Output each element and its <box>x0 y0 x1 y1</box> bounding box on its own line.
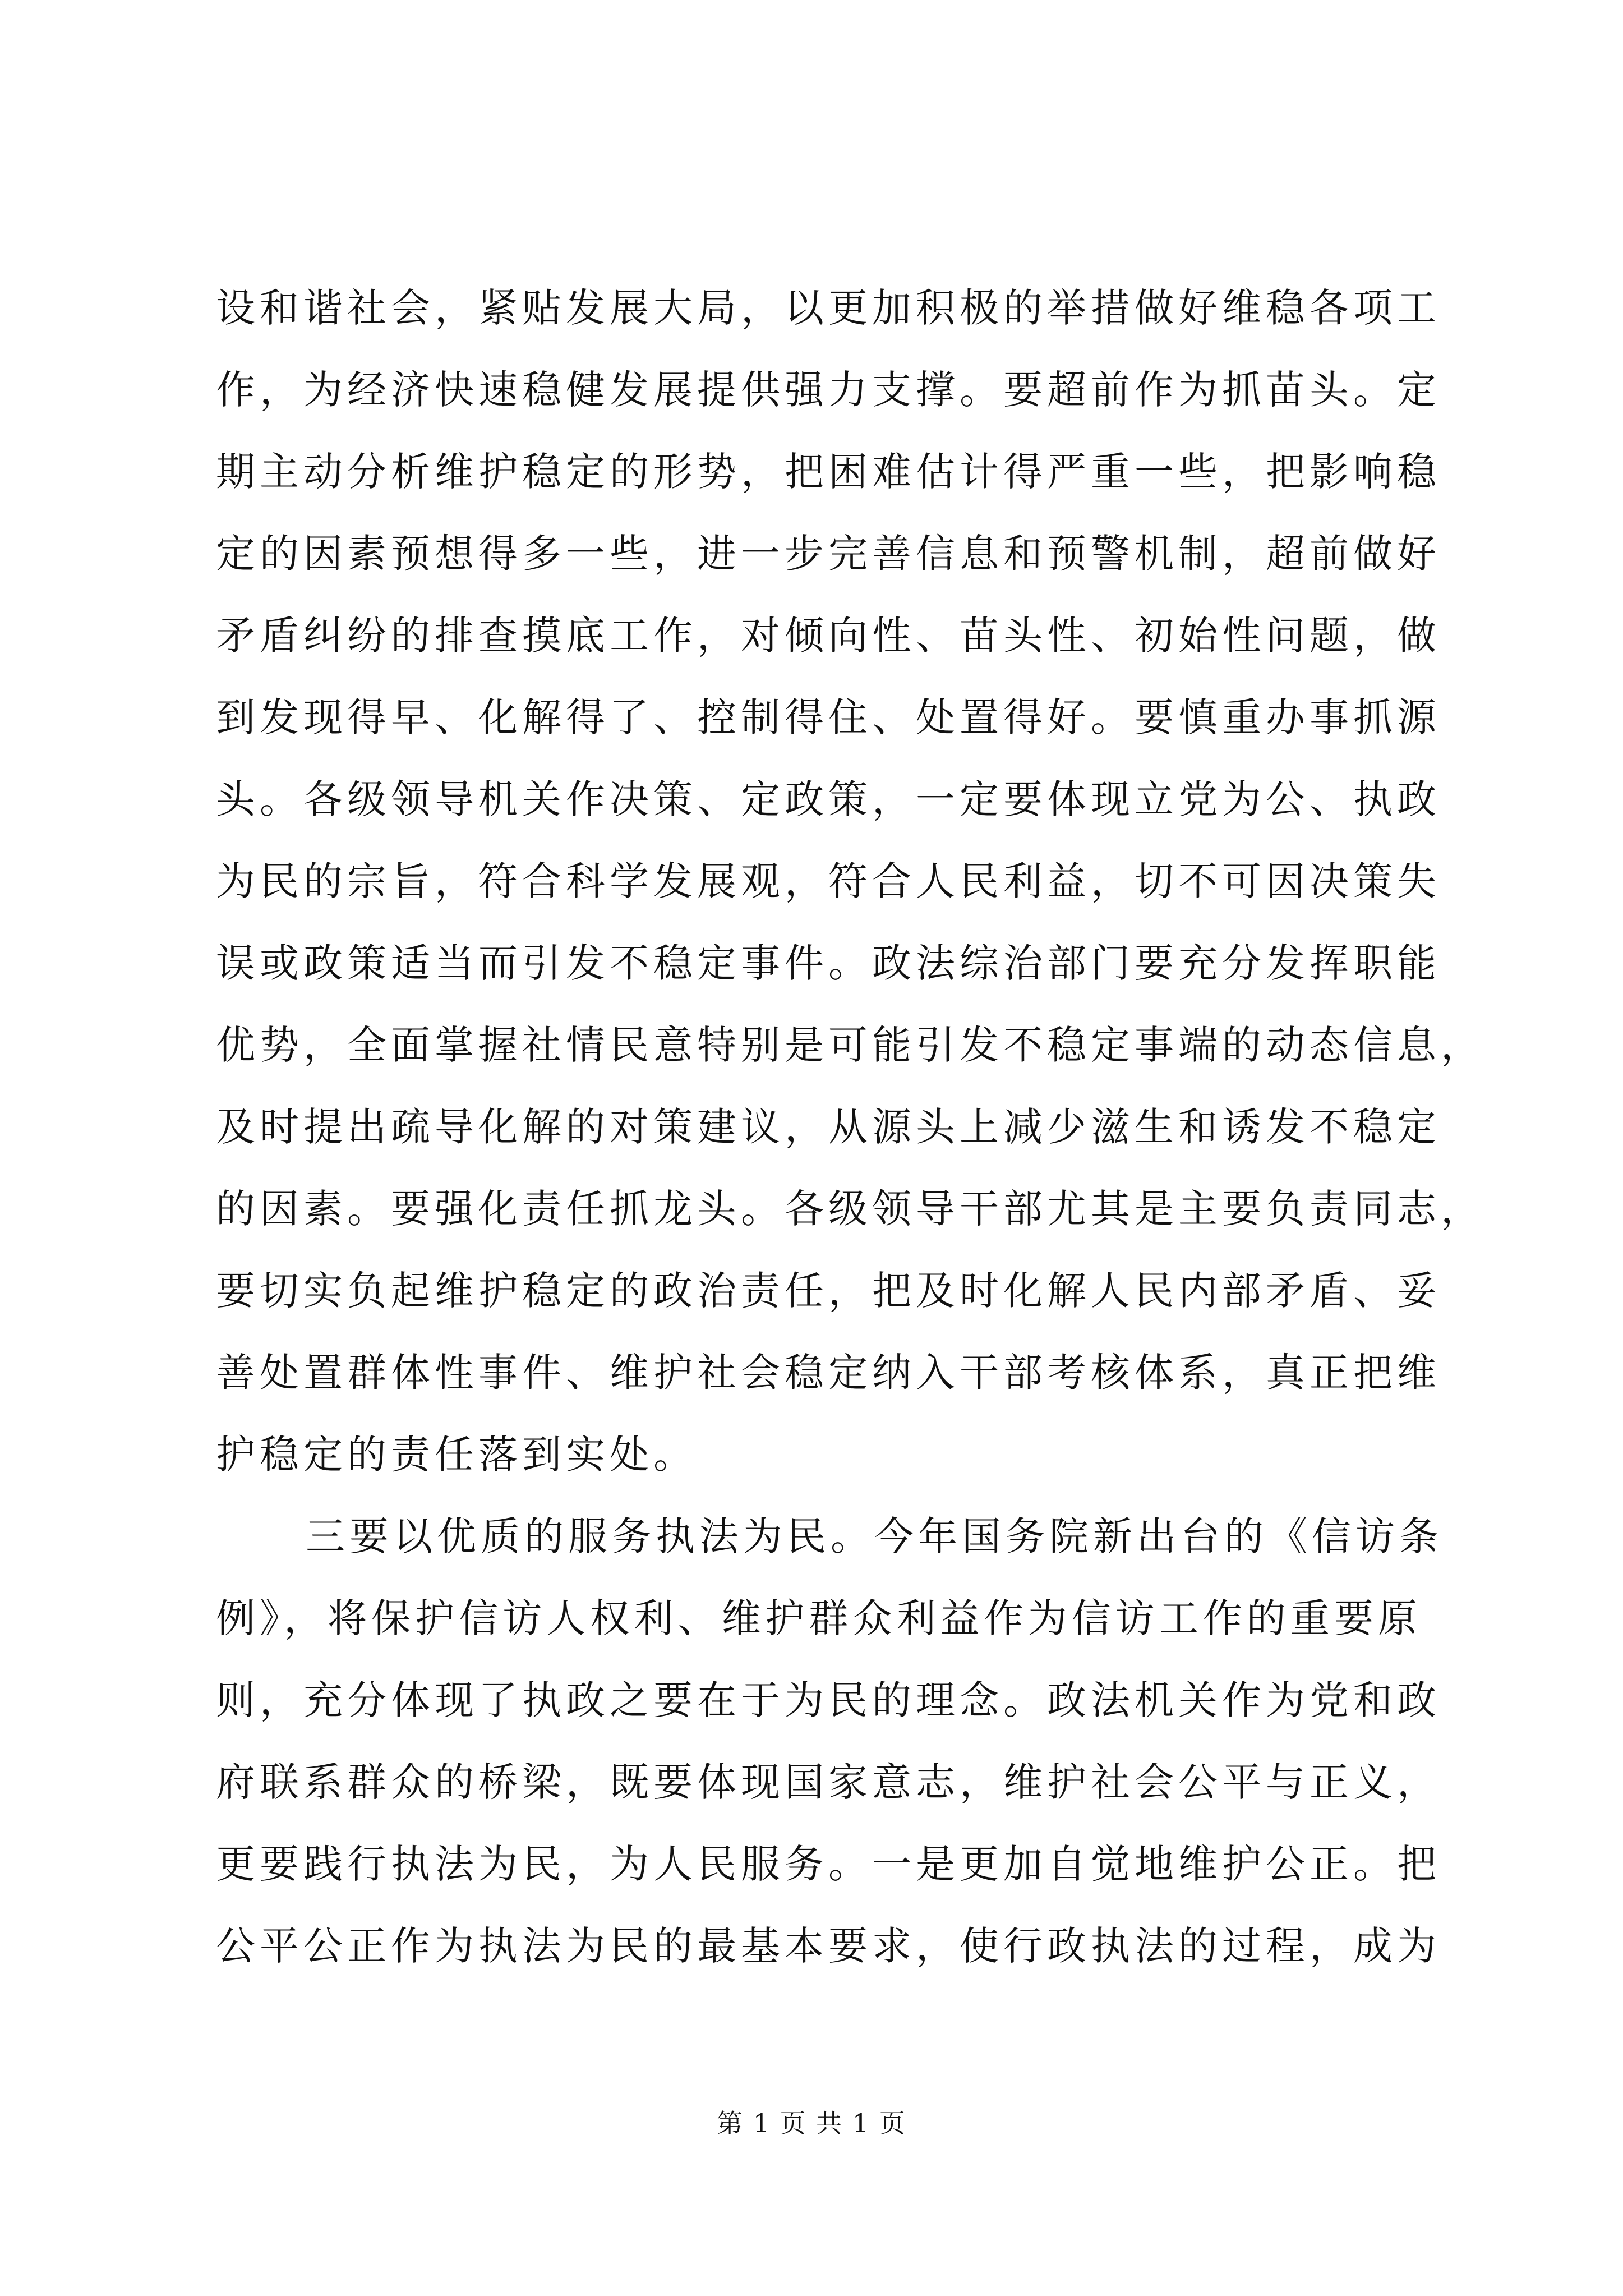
document-body <box>216 267 1484 1987</box>
text-line: 府联系群众的桥梁，既要体现国家意志，维护社会公平与正义， <box>216 1759 1441 1805</box>
text-line: 的因素。要强化责任抓龙头。各级领导干部尤其是主要负责同志， <box>216 1186 1484 1232</box>
text-line: 要切实负起维护稳定的政治责任，把及时化解人民内部矛盾、妥 <box>216 1268 1441 1314</box>
text-line: 优势，全面掌握社情民意特别是可能引发不稳定事端的动态信息， <box>216 1022 1484 1068</box>
text-line: 更要践行执法为民，为人民服务。一是更加自觉地维护公正。把 <box>216 1841 1441 1887</box>
page-number-footer: 第 1 页 共 1 页 <box>717 2108 906 2138</box>
text-line: 及时提出疏导化解的对策建议，从源头上减少滋生和诱发不稳定 <box>216 1104 1441 1150</box>
text-line-indented: 三要以优质的服务执法为民。今年国务院新出台的《信访条 <box>306 1513 1443 1559</box>
text-line: 公平公正作为执法为民的最基本要求，使行政执法的过程，成为 <box>216 1923 1441 1969</box>
text-line: 误或政策适当而引发不稳定事件。政法综治部门要充分发挥职能 <box>216 940 1441 986</box>
text-line: 矛盾纠纷的排查摸底工作，对倾向性、苗头性、初始性问题，做 <box>216 613 1441 659</box>
text-line: 护稳定的责任落到实处。 <box>216 1432 697 1478</box>
text-line: 头。各级领导机关作决策、定政策，一定要体现立党为公、执政 <box>216 776 1441 822</box>
text-line: 定的因素预想得多一些，进一步完善信息和预警机制，超前做好 <box>216 531 1441 577</box>
text-line: 作，为经济快速稳健发展提供强力支撑。要超前作为抓苗头。定 <box>216 367 1441 413</box>
text-line: 善处置群体性事件、维护社会稳定纳入干部考核体系，真正把维 <box>216 1350 1441 1396</box>
text-line: 则，充分体现了执政之要在于为民的理念。政法机关作为党和政 <box>216 1677 1441 1723</box>
text-line: 为民的宗旨，符合科学发展观，符合人民利益，切不可因决策失 <box>216 858 1441 904</box>
text-line: 例》，将保护信访人权利、维护群众利益作为信访工作的重要原 <box>216 1595 1422 1641</box>
text-line: 期主动分析维护稳定的形势，把困难估计得严重一些，把影响稳 <box>216 449 1441 495</box>
text-line: 设和谐社会，紧贴发展大局，以更加积极的举措做好维稳各项工 <box>216 285 1441 331</box>
text-line: 到发现得早、化解得了、控制得住、处置得好。要慎重办事抓源 <box>216 694 1441 740</box>
